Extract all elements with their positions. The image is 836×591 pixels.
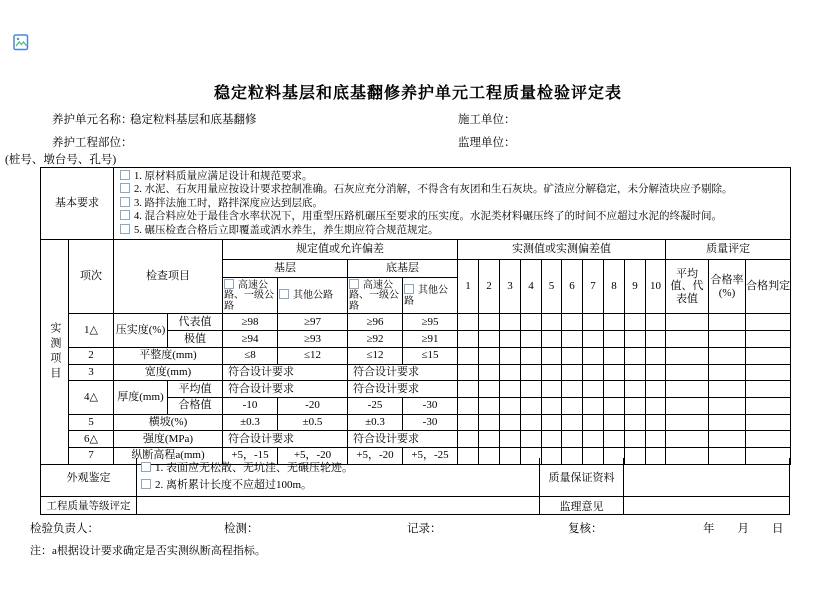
footnote: 注：a根据设计要求确定是否实测纵断高程指标。 xyxy=(30,545,266,557)
inspection-table xyxy=(40,167,791,465)
measured-value-cell xyxy=(521,397,542,414)
measured-value-cell xyxy=(521,414,542,431)
measured-value-cell xyxy=(521,314,542,331)
measure-col: 7 xyxy=(583,259,604,314)
measured-value-cell xyxy=(500,397,521,414)
measured-value-cell xyxy=(542,314,562,331)
checkbox[interactable] xyxy=(120,183,130,193)
measured-value-cell xyxy=(625,414,646,431)
measured-value-cell xyxy=(604,414,625,431)
basic-requirements-label: 基本要求 xyxy=(41,168,114,240)
spec-value: ≥92 xyxy=(348,331,403,348)
measure-col: 3 xyxy=(500,259,521,314)
measured-value-cell xyxy=(500,381,521,398)
measured-value-cell xyxy=(646,397,666,414)
measured-value-cell xyxy=(746,364,791,381)
measured-value-cell xyxy=(542,431,562,448)
measured-value-cell xyxy=(479,414,500,431)
measured-value-cell xyxy=(562,431,583,448)
unit-name-label: 养护单元名称： xyxy=(52,114,133,126)
check-item: 平整度(mm) xyxy=(114,347,223,364)
check-item: 强度(MPa) xyxy=(114,431,223,448)
subbase-layer-header: 底基层 xyxy=(348,259,458,277)
measured-value-cell xyxy=(604,331,625,348)
spec-value: +5，-15 xyxy=(223,447,278,464)
measured-value-cell xyxy=(666,331,709,348)
measured-value-cell xyxy=(458,397,479,414)
measured-value-cell xyxy=(709,314,746,331)
basic-requirements-content xyxy=(114,168,791,240)
measured-value-cell xyxy=(521,364,542,381)
measured-value-cell xyxy=(666,414,709,431)
basic-item: 5. 碾压检查合格后立即覆盖或洒水养生，养生期应符合规范规定。 xyxy=(120,224,790,237)
measured-value-cell xyxy=(625,314,646,331)
measured-value-cell xyxy=(479,397,500,414)
date-label: 年 月 日 xyxy=(703,523,784,535)
checkbox[interactable] xyxy=(141,462,151,472)
measured-value-cell xyxy=(521,381,542,398)
measure-col: 1 xyxy=(458,259,479,314)
spec-value: -25 xyxy=(348,397,403,414)
measured-value-cell xyxy=(542,414,562,431)
project-part-label: 养护工程部位： xyxy=(52,137,133,149)
measured-value-cell xyxy=(583,314,604,331)
measured-value-cell xyxy=(625,331,646,348)
measured-value-cell xyxy=(500,364,521,381)
measured-value-cell xyxy=(746,431,791,448)
measure-col: 8 xyxy=(604,259,625,314)
measured-value-cell xyxy=(542,331,562,348)
measured-value-cell xyxy=(500,414,521,431)
measured-value-cell xyxy=(604,314,625,331)
appearance-item: 1. 表面应无松散、无坑洼、无碾压轮迹。 xyxy=(141,462,353,475)
measured-value-cell xyxy=(666,431,709,448)
measured-value-cell xyxy=(583,431,604,448)
measured-value-cell xyxy=(458,314,479,331)
checkbox[interactable] xyxy=(404,284,414,294)
measured-value-cell xyxy=(500,331,521,348)
measured-value-cell xyxy=(479,347,500,364)
measured-value-cell xyxy=(625,381,646,398)
measured-value-cell xyxy=(542,347,562,364)
measured-value-cell xyxy=(746,331,791,348)
measured-value-cell xyxy=(746,414,791,431)
spec-value: ≤12 xyxy=(278,347,348,364)
row-no: 7 xyxy=(69,447,114,464)
measured-value-cell xyxy=(646,414,666,431)
check-item: 厚度(mm) xyxy=(114,381,168,414)
unit-name-value: 稳定粒料基层和底基翻修 xyxy=(130,114,257,126)
basic-item: 4. 混合料应处于最佳含水率状况下，用重型压路机碾压至要求的压实度。水泥类材料碾压终了的时间不应超过水泥的终凝时间。 xyxy=(120,210,790,223)
construction-unit-label: 施工单位： xyxy=(458,114,516,126)
spec-value: ≥91 xyxy=(403,331,458,348)
sub-item: 代表值 xyxy=(168,314,223,331)
quality-grade-label: 工程质量等级评定 xyxy=(46,501,131,512)
measured-value-cell xyxy=(709,331,746,348)
stake-number-label: (桩号、墩台号、孔号) xyxy=(5,154,117,166)
base-layer-header: 基层 xyxy=(223,259,348,277)
spec-value: -30 xyxy=(403,414,458,431)
appearance-label: 外观鉴定 xyxy=(66,472,111,484)
measured-value-cell xyxy=(666,364,709,381)
measure-col: 4 xyxy=(521,259,542,314)
measured-items-side-label: 实测项目 xyxy=(41,239,69,464)
road-class-cell: 高速公路、一级公路 xyxy=(223,277,278,314)
appearance-item: 2. 离析累计长度不应超过100m。 xyxy=(141,479,312,492)
measured-value-cell xyxy=(709,381,746,398)
check-item: 宽度(mm) xyxy=(114,364,223,381)
spec-value: +5，-20 xyxy=(278,447,348,464)
checkbox[interactable] xyxy=(349,279,359,289)
measured-value-cell xyxy=(709,397,746,414)
measured-value-cell xyxy=(562,347,583,364)
measured-value-cell xyxy=(458,414,479,431)
measured-value-cell xyxy=(500,431,521,448)
measured-value-cell xyxy=(479,314,500,331)
spec-value: ≥94 xyxy=(223,331,278,348)
spec-value: ≥93 xyxy=(278,331,348,348)
measured-value-cell xyxy=(458,347,479,364)
measured-value-cell xyxy=(562,414,583,431)
measured-value-cell xyxy=(500,314,521,331)
broken-image-icon xyxy=(13,33,30,52)
measured-value-cell xyxy=(542,397,562,414)
measured-value-cell xyxy=(646,381,666,398)
measured-value-cell xyxy=(479,431,500,448)
measured-value-cell xyxy=(625,347,646,364)
spec-value: ≤8 xyxy=(223,347,278,364)
measured-value-cell xyxy=(666,381,709,398)
measured-value-cell xyxy=(583,364,604,381)
checkbox[interactable] xyxy=(120,210,130,220)
quality-cert-value xyxy=(623,458,789,496)
sub-item: 极值 xyxy=(168,331,223,348)
col-quality-header: 质量评定 xyxy=(666,239,791,259)
measured-value-cell xyxy=(666,314,709,331)
measured-value-cell xyxy=(604,364,625,381)
measure-col: 6 xyxy=(562,259,583,314)
measured-value-cell xyxy=(604,381,625,398)
check-item: 纵断高程a(mm) xyxy=(114,447,223,464)
sub-item: 合格值 xyxy=(168,397,223,414)
measured-value-cell xyxy=(479,381,500,398)
spec-value: ±0.5 xyxy=(278,414,348,431)
pass-judgement-header: 合格判定 xyxy=(746,259,791,314)
spec-value: ±0.3 xyxy=(223,414,278,431)
measured-value-cell xyxy=(479,331,500,348)
measure-col: 10 xyxy=(646,259,666,314)
measured-value-cell xyxy=(542,364,562,381)
measured-value-cell xyxy=(646,431,666,448)
measured-value-cell xyxy=(625,431,646,448)
measured-value-cell xyxy=(746,314,791,331)
spec-value: ≥95 xyxy=(403,314,458,331)
spec-value: ≥97 xyxy=(278,314,348,331)
measured-value-cell xyxy=(604,431,625,448)
supervision-unit-label: 监理单位： xyxy=(458,137,516,149)
recorder-label: 记录： xyxy=(407,523,442,535)
spec-value: ≥96 xyxy=(348,314,403,331)
pass-rate-header: 合格率(%) xyxy=(709,259,746,314)
measured-value-cell xyxy=(583,414,604,431)
measured-value-cell xyxy=(458,381,479,398)
col-measured-header: 实测值或实测偏差值 xyxy=(458,239,666,259)
measured-value-cell xyxy=(625,364,646,381)
row-no: 4△ xyxy=(69,381,114,414)
measured-value-cell xyxy=(583,381,604,398)
measured-value-cell xyxy=(746,397,791,414)
measured-value-cell xyxy=(542,381,562,398)
measure-col: 5 xyxy=(542,259,562,314)
spec-value: 符合设计要求 xyxy=(223,364,348,381)
measured-value-cell xyxy=(709,414,746,431)
measured-value-cell xyxy=(583,397,604,414)
measured-value-cell xyxy=(646,331,666,348)
supervision-opinion-label: 监理意见 xyxy=(539,497,623,514)
road-class-cell: 高速公路、一级公路 xyxy=(348,277,403,314)
quality-grade-value xyxy=(136,497,539,514)
appearance-section xyxy=(40,458,790,515)
check-item: 压实度(%) xyxy=(114,314,168,347)
spec-value: -20 xyxy=(278,397,348,414)
spec-value: 符合设计要求 xyxy=(348,431,458,448)
measured-value-cell xyxy=(746,381,791,398)
spec-value: 符合设计要求 xyxy=(348,381,458,398)
row-no: 3 xyxy=(69,364,114,381)
row-no: 2 xyxy=(69,347,114,364)
spec-value: -30 xyxy=(403,397,458,414)
measured-value-cell xyxy=(746,347,791,364)
checkbox[interactable] xyxy=(120,170,130,180)
checkbox[interactable] xyxy=(141,479,151,489)
measured-value-cell xyxy=(666,397,709,414)
measured-value-cell xyxy=(521,431,542,448)
avg-representative-header: 平均值、代表值 xyxy=(666,259,709,314)
measured-value-cell xyxy=(604,347,625,364)
reviewer-label: 复核： xyxy=(568,523,603,535)
measured-value-cell xyxy=(479,364,500,381)
measured-value-cell xyxy=(666,347,709,364)
measured-value-cell xyxy=(646,347,666,364)
checkbox[interactable] xyxy=(224,279,234,289)
measured-value-cell xyxy=(562,397,583,414)
measured-value-cell xyxy=(646,314,666,331)
measured-value-cell xyxy=(458,331,479,348)
measured-value-cell xyxy=(458,364,479,381)
measured-value-cell xyxy=(521,347,542,364)
measured-value-cell xyxy=(604,397,625,414)
spec-value: 符合设计要求 xyxy=(348,364,458,381)
spec-value: 符合设计要求 xyxy=(223,431,348,448)
check-item: 横坡(%) xyxy=(114,414,223,431)
checkbox[interactable] xyxy=(120,197,130,207)
measured-value-cell xyxy=(583,331,604,348)
page-title: 稳定粒料基层和底基翻修养护单元工程质量检验评定表 xyxy=(213,85,622,102)
measured-value-cell xyxy=(458,431,479,448)
road-class-cell: 其他公路 xyxy=(403,277,458,314)
measured-value-cell xyxy=(562,331,583,348)
col-item-no: 项次 xyxy=(69,239,114,314)
spec-value: ±0.3 xyxy=(348,414,403,431)
checkbox[interactable] xyxy=(279,289,289,299)
spec-value: ≤15 xyxy=(403,347,458,364)
tester-label: 检测： xyxy=(224,523,259,535)
supervision-opinion-value xyxy=(623,497,789,514)
basic-item: 1. 原材料质量应满足设计和规范要求。 xyxy=(120,170,790,183)
col-spec-header: 规定值或允许偏差 xyxy=(223,239,458,259)
basic-item: 2. 水泥、石灰用量应按设计要求控制准确。石灰应充分消解，不得含有灰团和生石灰块。矿渣应分解稳定，未分解渣块应予剔除。 xyxy=(120,183,790,196)
spec-value: +5，-20 xyxy=(348,447,403,464)
row-no: 1△ xyxy=(69,314,114,347)
measured-value-cell xyxy=(500,347,521,364)
col-check-item: 检查项目 xyxy=(114,239,223,314)
road-class-cell: 其他公路 xyxy=(278,277,348,314)
measured-value-cell xyxy=(583,347,604,364)
row-no: 5 xyxy=(69,414,114,431)
measure-col: 9 xyxy=(625,259,646,314)
row-no: 6△ xyxy=(69,431,114,448)
sub-item: 平均值 xyxy=(168,381,223,398)
measured-value-cell xyxy=(709,347,746,364)
measured-value-cell xyxy=(562,364,583,381)
spec-value: ≥98 xyxy=(223,314,278,331)
basic-item: 3. 路拌法施工时，路拌深度应达到层底。 xyxy=(120,197,790,210)
checkbox[interactable] xyxy=(120,224,130,234)
appearance-items xyxy=(136,458,539,496)
measured-value-cell xyxy=(709,431,746,448)
measured-value-cell xyxy=(562,381,583,398)
quality-cert-label: 质量保证资料 xyxy=(539,458,623,496)
spec-value: -10 xyxy=(223,397,278,414)
spec-value: ≤12 xyxy=(348,347,403,364)
measured-value-cell xyxy=(562,314,583,331)
measured-value-cell xyxy=(625,397,646,414)
measured-value-cell xyxy=(709,364,746,381)
measured-value-cell xyxy=(646,364,666,381)
inspector-label: 检验负责人： xyxy=(30,523,99,535)
measured-value-cell xyxy=(521,331,542,348)
measure-col: 2 xyxy=(479,259,500,314)
spec-value: +5，-25 xyxy=(403,447,458,464)
spec-value: 符合设计要求 xyxy=(223,381,348,398)
